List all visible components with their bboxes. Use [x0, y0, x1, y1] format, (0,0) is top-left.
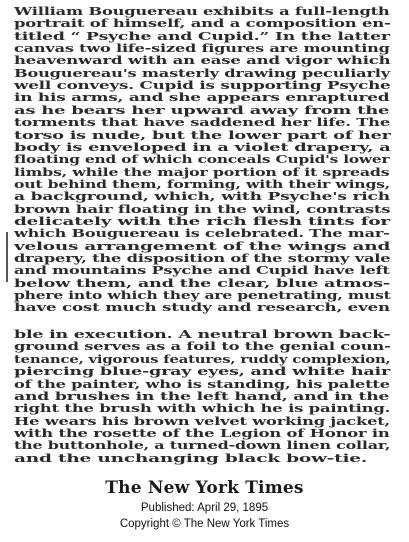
article-line: out behind them, forming, with their wings, — [14, 176, 391, 191]
article-line: William Bouguereau exhibits a full-length — [14, 4, 390, 18]
article-line: limbs, while the major portion of it spreads — [14, 164, 390, 179]
article-line: drapery, the disposition of the stormy vale — [14, 251, 391, 265]
article-line: delicately with the rich flesh tints for — [14, 213, 390, 228]
newspaper-masthead: The New York Times — [105, 478, 304, 498]
article-line: phere into which they are penetrating, must — [14, 288, 391, 303]
article-line: the buttonhole, a turned-down linen collar, — [14, 438, 391, 453]
article-line: and brushes in the left hand, and in the — [14, 388, 390, 403]
article-line: right the brush with which he is painting. — [14, 401, 391, 416]
article-line: of the painter, who is standing, his palette — [14, 376, 390, 391]
copyright-notice: Copyright © The New York Times — [119, 518, 290, 530]
article-line: heavenward with an ease and vigor which — [14, 53, 391, 68]
article-line: well conveys. Cupid is supporting Psyche — [14, 78, 391, 93]
published-date: Published: April 29, 1895 — [140, 502, 269, 514]
article-line: below them, and the clear, blue atmos- — [14, 275, 390, 290]
article-line: as he bears her upward away from the — [14, 102, 390, 117]
article-clipping — [14, 4, 392, 468]
article-line: piercing blue-gray eyes, and white hair — [14, 364, 391, 379]
article-line: canvas two life-sized figures are mounting — [14, 41, 390, 56]
article-line: and the unchanging black bow-tie. — [14, 450, 368, 465]
article-line: torso is nude, but the lower part of her — [14, 127, 391, 142]
article-line: in his arms, and she appears enraptured — [14, 90, 390, 105]
article-line: Bouguereau's masterly drawing peculiarly — [14, 65, 390, 80]
article-line: velous arrangement of the wings and — [14, 238, 391, 253]
article-line: ground serves as a foil to the genial coun- — [14, 339, 391, 354]
article-line: and mountains Psyche and Cupid have left — [14, 263, 390, 278]
article-line: brown hair floating in the wind, contrasts — [14, 201, 391, 216]
article-line: have cost much study and research, even — [14, 300, 390, 315]
article-line: tenance, vigorous features, ruddy complexion, — [14, 351, 391, 366]
article-line: ble in execution. A neutral brown back- — [14, 327, 391, 342]
article-line: titled “ Psyche and Cupid.” In the latter — [14, 28, 390, 43]
article-line: portrait of himself, and a composition en- — [14, 16, 391, 31]
scan-edge-mark — [6, 232, 8, 282]
article-line: torments that have saddened her life. The — [14, 115, 391, 130]
article-line: body is enveloped in a violet drapery, a — [14, 139, 391, 154]
article-line: He wears his brown velvet working jacket, — [14, 413, 390, 428]
article-line: with the rosette of the Legion of Honor in — [14, 425, 390, 440]
article-line: a background, which, with Psyche's rich — [14, 189, 390, 204]
article-line: floating end of which conceals Cupid's lower — [14, 152, 390, 167]
article-line: which Bouguereau is celebrated. The mar- — [14, 226, 390, 241]
